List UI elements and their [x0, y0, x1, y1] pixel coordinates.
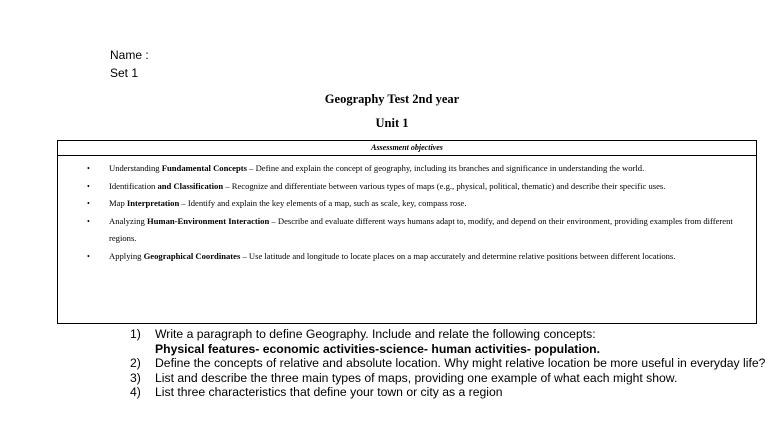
objective-text: Applying [109, 250, 144, 261]
objective-description: – Use latitude and longitude to locate places on a map accurately and determine relative positions between different locations. [240, 250, 676, 261]
objective-description: – Recognize and differentiate between various types of maps (e.g., physical, political, thematic) and describe their specific uses. [223, 180, 666, 191]
objective-text: Understanding [109, 163, 162, 173]
objective-keyword: Human-Environment Interaction [146, 215, 270, 226]
question-number: 1) [130, 327, 141, 341]
question-text: Write a paragraph to define Geography. Include and relate the following concepts: [155, 327, 596, 341]
bullet-icon: • [87, 181, 90, 191]
objective-description: – Identify and explain the key elements of a map, such as scale, key, compass rose. [179, 198, 467, 208]
objective-text: Map [109, 198, 127, 208]
objective-item [58, 213, 756, 248]
objectives-list [58, 156, 756, 265]
question-concepts: Physical features- economic activities-science- human activities- population. [155, 341, 600, 356]
objective-item [58, 248, 756, 266]
objective-keyword: Geographical Coordinates [143, 250, 241, 261]
objective-item [58, 160, 756, 178]
assessment-objectives-heading: Assessment objectives [58, 141, 756, 156]
question-item [130, 327, 770, 356]
bullet-icon: • [87, 216, 90, 226]
question-item [130, 371, 770, 386]
objective-description: – Define and explain the concept of geography, including its branches and significance in understanding the world. [246, 163, 645, 173]
assessment-objectives-table [57, 140, 757, 324]
objective-text: Identification [109, 180, 158, 191]
question-item [130, 385, 770, 400]
bullet-icon: • [87, 199, 90, 208]
name-label: Name : [110, 48, 149, 62]
objective-text: Analyzing [109, 215, 147, 226]
questions-list [130, 327, 770, 400]
objective-keyword: Interpretation [126, 198, 180, 208]
objective-item [58, 195, 756, 213]
objective-keyword: Fundamental Concepts [161, 163, 247, 173]
objective-description: – Describe and evaluate different ways humans adapt to, modify, and depend on their environment, providing examples from different regions. [109, 215, 733, 243]
set-label: Set 1 [110, 66, 139, 80]
bullet-icon: • [87, 251, 90, 261]
question-text: List and describe the three main types of maps, providing one example of what each might show. [155, 370, 678, 385]
unit-heading: Unit 1 [375, 116, 409, 130]
question-text: Define the concepts of relative and absolute location. Why might relative location be more useful in everyday life? [155, 356, 766, 371]
question-item [130, 356, 770, 371]
page-title: Geography Test 2nd year [324, 92, 460, 106]
question-number: 4) [130, 385, 141, 400]
question-text: List three characteristics that define your town or city as a region [155, 385, 503, 400]
objective-keyword: and Classification [157, 180, 224, 191]
objective-item [58, 178, 756, 196]
question-number: 2) [130, 356, 141, 371]
bullet-icon: • [87, 164, 90, 173]
question-number: 3) [130, 370, 141, 385]
